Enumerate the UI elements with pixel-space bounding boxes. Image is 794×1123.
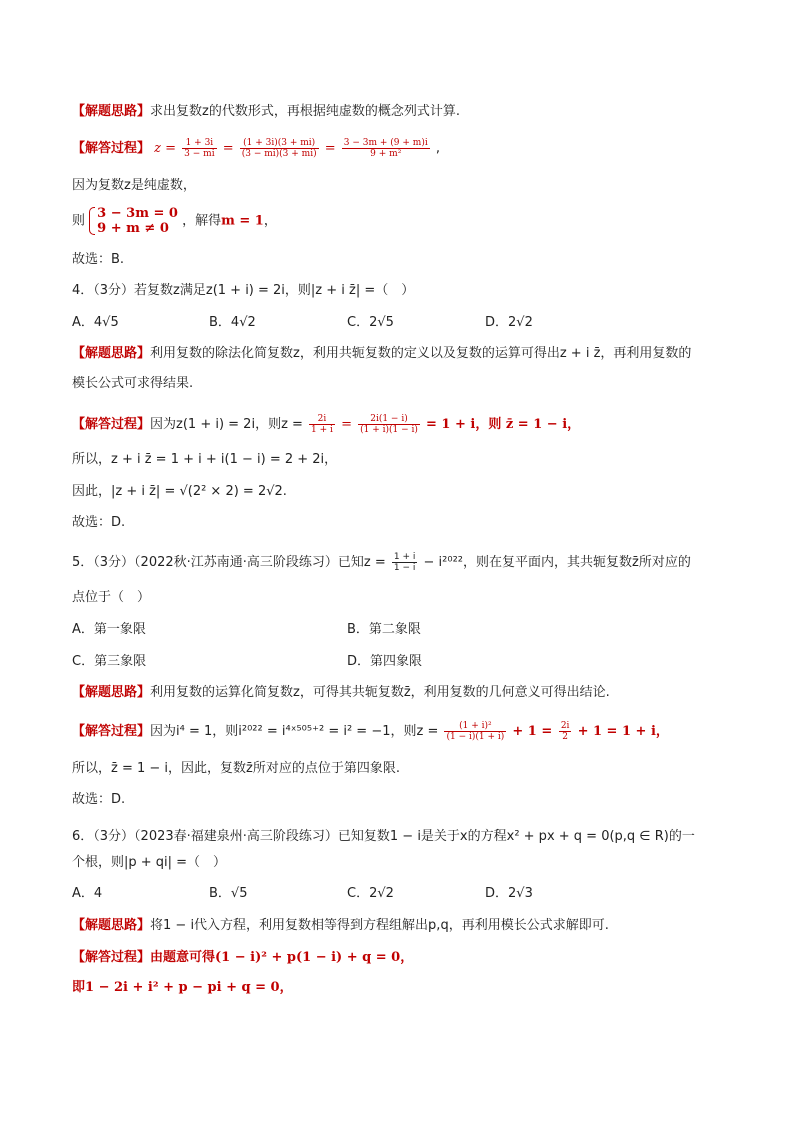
- q5-answer: 故选：D.: [72, 792, 126, 807]
- fraction: $\frac{2i}{1 + i}$: [311, 414, 333, 435]
- q5-stem-1: 5．（3分）（2022秋·江苏南通·高三阶段练习）已知z = $\frac{1 + i}{1 - i}$ − i²⁰²²，则在复平面内，其共轭复数z̄所对应的: [72, 552, 691, 573]
- fraction: $\frac{(1 + 3i)(3 + mi)}{(3 - mi)(3 + mi)}$: [241, 138, 317, 159]
- q4-stem: 4．（3分）若复数z满足z(1 + i) = 2i，则|z + i z̄| =（ ）: [72, 283, 415, 298]
- q3-process: 【解答过程】 z = $\frac{1 + 3i}{3 - mi}$ = $\frac{(1 + 3i)(3 + mi)}{(3 - mi)(3 + mi)}$ = $\frac{3 - 3m + (9 + m)i}{\text{9 + m²}}$ ,: [72, 138, 440, 159]
- q5-stem-2: 点位于（ ）: [72, 590, 151, 605]
- q6-option-c: C．2√2: [347, 886, 394, 901]
- q4-option-b: B．4√2: [209, 315, 256, 330]
- fraction: $\frac{2i(1 - i)}{(1 + i)(1 - i)}$: [360, 414, 418, 435]
- q6-process-2: 即1 − 2i + i² + p − pi + q = 0，: [72, 980, 293, 995]
- q4-option-d: D．2√2: [485, 315, 533, 330]
- q6-stem-1: 6．（3分）（2023春·福建泉州·高三阶段练习）已知复数1 − i是关于x的方程x² + px + q = 0(p,q ∈ R)的一: [72, 829, 695, 844]
- q3-answer: 故选：B.: [72, 252, 125, 267]
- q6-stem-2: 个根，则|p + qi| =（ ）: [72, 855, 227, 870]
- q4-option-a: A．4√5: [72, 315, 119, 330]
- q5-option-b: B．第二象限: [347, 622, 421, 637]
- q4-process-2: 所以，z + i z̄ = 1 + i + i(1 − i) = 2 + 2i，: [72, 452, 338, 467]
- equation-system: 3 − 3m = 0 9 + m ≠ 0: [89, 206, 178, 236]
- q4-process-1: 【解答过程】因为z(1 + i) = 2i，则z = $\frac{2i}{1 + i}$ = $\frac{2i(1 - i)}{(1 + i)(1 - i)}$ = 1 + i，则 z̄ = 1 − i，: [72, 414, 581, 435]
- q4-option-c: C．2√5: [347, 315, 394, 330]
- q6-idea: 【解题思路】将1 − i代入方程，利用复数相等得到方程组解出p,q，再利用模长公式求解即可.: [72, 918, 609, 933]
- q3-pure-text: 因为复数z是纯虚数，: [72, 178, 196, 193]
- q6-option-d: D．2√3: [485, 886, 533, 901]
- process-label: 【解答过程】: [72, 141, 151, 156]
- q6-option-b: B．√5: [209, 886, 248, 901]
- q5-option-d: D．第四象限: [347, 654, 423, 669]
- q4-idea-1: 【解题思路】利用复数的除法化简复数z，利用共轭复数的定义以及复数的运算可得出z + i z̄，再利用复数的: [72, 346, 692, 361]
- q4-process-3: 因此，|z + i z̄| = √(2² × 2) = 2√2.: [72, 484, 287, 499]
- q6-option-a: A．4: [72, 886, 103, 901]
- fraction: $\frac{\text{(1 + i)²}}{(1 - i)(1 + i)}$: [446, 721, 505, 742]
- fraction: $\frac{1 + i}{1 - i}$: [393, 552, 416, 573]
- fraction: $\frac{2i}{2}$: [560, 721, 570, 742]
- q5-option-c: C．第三象限: [72, 654, 147, 669]
- fraction: $\frac{3 - 3m + (9 + m)i}{\text{9 + m²}}$: [343, 138, 428, 159]
- q3-system: 则 3 − 3m = 0 9 + m ≠ 0 ，解得m = 1，: [72, 206, 277, 236]
- q4-idea-2: 模长公式可求得结果.: [72, 376, 194, 391]
- idea-label: 【解题思路】: [72, 104, 151, 119]
- q3-idea: 【解题思路】求出复数z的代数形式，再根据纯虚数的概念列式计算.: [72, 104, 460, 119]
- q5-idea: 【解题思路】利用复数的运算化简复数z，可得其共轭复数z̄，利用复数的几何意义可得出结论.: [72, 685, 610, 700]
- q5-option-a: A．第一象限: [72, 622, 146, 637]
- q4-answer: 故选：D.: [72, 515, 126, 530]
- q6-process-1: 【解答过程】由题意可得(1 − i)² + p(1 − i) + q = 0，: [72, 950, 414, 965]
- fraction: $\frac{1 + 3i}{3 - mi}$: [184, 138, 215, 159]
- q5-process-2: 所以，z̄ = 1 − i，因此，复数z̄所对应的点位于第四象限.: [72, 761, 400, 776]
- q5-process-1: 【解答过程】因为i⁴ = 1，则i²⁰²² = i⁴ˣ⁵⁰⁵⁺² = i² = −1，则z = $\frac{\text{(1 + i)²}}{(1 - i)(1 + i)}$ + 1 = $\frac{2i}{2}$ + 1 = 1 + i，: [72, 721, 669, 742]
